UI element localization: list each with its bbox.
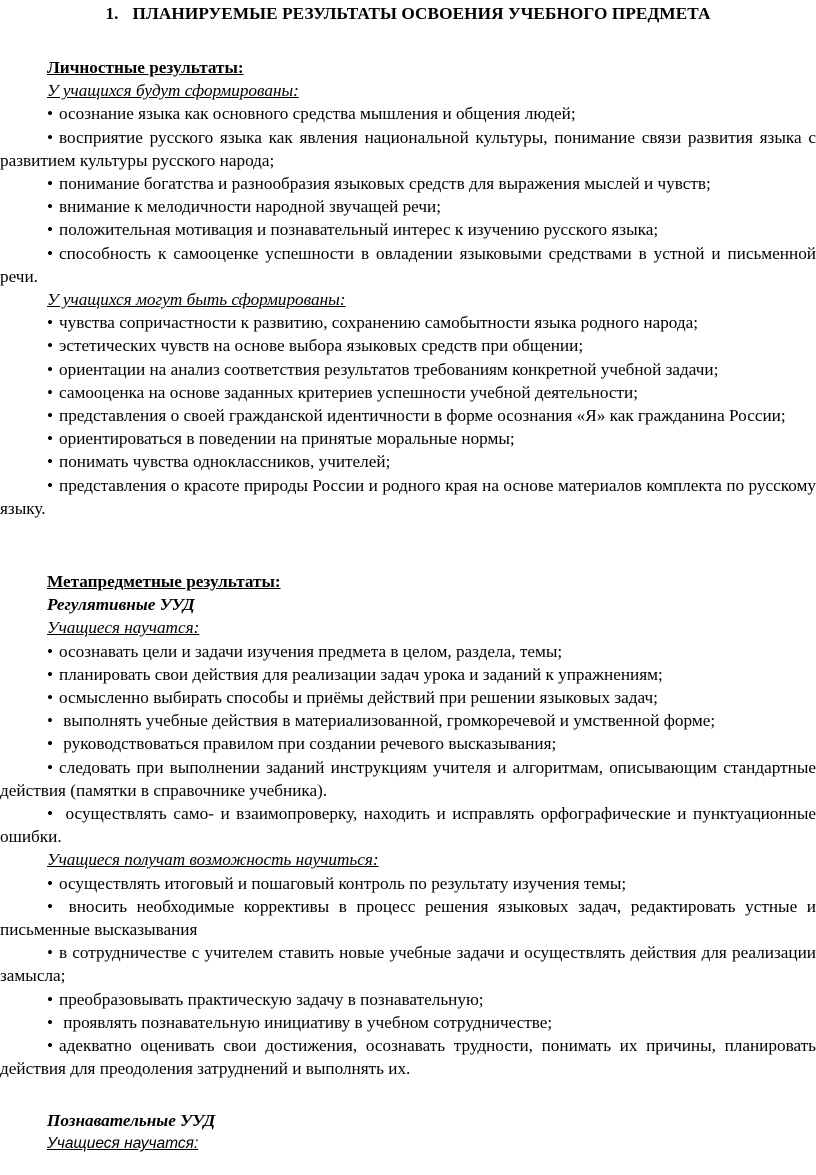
section-title-text: ПЛАНИРУЕМЫЕ РЕЗУЛЬТАТЫ ОСВОЕНИЯ УЧЕБНОГО ПРЕДМЕТА	[132, 4, 711, 23]
bullet-icon: •	[47, 873, 54, 893]
list-item-text: представления о красоте природы России и родного края на основе материалов комплекта по русскому языку.	[0, 475, 816, 518]
list-item-text: ориентироваться в поведении на принятые моральные нормы;	[59, 429, 515, 449]
bullet-icon: •	[47, 1036, 54, 1056]
list-item	[0, 802, 816, 848]
cognitive-learn-label: Учащиеся научатся:	[47, 1135, 199, 1153]
bullet-icon: •	[47, 896, 54, 916]
list-item-text: руководствоваться правилом при создании речевого высказывания;	[59, 734, 557, 754]
list-item-text: понимание богатства и разнообразия языковых средств для выражения мыслей и чувств;	[59, 174, 711, 194]
list-item	[0, 709, 816, 732]
list-item-text: планировать свои действия для реализации задач урока и заданий к упражнениям;	[59, 664, 663, 684]
personal-results-section	[0, 56, 816, 520]
list-item-text: выполнять учебные действия в материализованной, громкоречевой и умственной форме;	[59, 711, 716, 731]
bullet-icon: •	[47, 174, 54, 194]
bullet-icon: •	[47, 104, 54, 124]
bullet-icon: •	[47, 641, 54, 661]
list-item	[0, 1034, 816, 1080]
bullet-icon: •	[47, 359, 54, 379]
bullet-icon: •	[47, 664, 54, 684]
bullet-icon: •	[47, 336, 54, 356]
list-item	[0, 334, 816, 357]
learn-label: Учащиеся научатся:	[47, 618, 200, 638]
list-item	[0, 686, 816, 709]
bullet-icon: •	[47, 734, 54, 754]
list-item	[0, 311, 816, 334]
bullet-icon: •	[47, 1012, 54, 1032]
bullet-icon: •	[47, 804, 54, 824]
list-item	[0, 732, 816, 755]
bullet-icon: •	[47, 127, 54, 147]
section-number: 1.	[105, 4, 119, 23]
list-item	[0, 756, 816, 802]
list-item-text: преобразовывать практическую задачу в познавательную;	[59, 989, 484, 1009]
section-title	[0, 2, 816, 25]
meta-results-section	[0, 570, 816, 1080]
cognitive-heading: Познавательные УУД	[47, 1111, 216, 1130]
list-item-text: осуществлять итоговый и пошаговый контроль по результату изучения темы;	[59, 873, 627, 893]
list-item	[0, 242, 816, 288]
list-item-text: адекватно оценивать свои достижения, осознавать трудности, понимать их причины, планировать действия для преодоления затруднений и выполнять их.	[0, 1036, 816, 1079]
list-item	[0, 450, 816, 473]
bullet-icon: •	[47, 989, 54, 1009]
list-item	[0, 872, 816, 895]
list-item-text: следовать при выполнении заданий инструкциям учителя и алгоритмам, описывающим стандартные действия (памятки в справочнике учебника).	[0, 757, 816, 800]
list-item	[0, 941, 816, 987]
may-be-formed-list	[0, 311, 816, 520]
list-item-text: эстетических чувств на основе выбора языковых средств при общении;	[59, 336, 584, 356]
list-item	[0, 102, 816, 125]
bullet-icon: •	[47, 688, 54, 708]
list-item	[0, 474, 816, 520]
list-item-text: вносить необходимые коррективы в процесс решения языковых задач, редактировать устные и письменные высказывания	[0, 896, 816, 940]
list-item	[0, 895, 816, 941]
list-item-text: понимать чувства одноклассников, учителей;	[59, 452, 391, 472]
bullet-icon: •	[47, 243, 54, 263]
bullet-icon: •	[47, 711, 54, 731]
list-item-text: осмысленно выбирать способы и приёмы действий при решении языковых задач;	[59, 688, 658, 708]
list-item	[0, 358, 816, 381]
list-item	[0, 218, 816, 241]
cognitive-section	[0, 1109, 816, 1155]
list-item-text: чувства сопричастности к развитию, сохранению самобытности языка родного народа;	[59, 313, 699, 333]
list-item-text: самооценка на основе заданных критериев успешности учебной деятельности;	[59, 382, 639, 402]
list-item	[0, 663, 816, 686]
bullet-icon: •	[47, 382, 54, 402]
list-item-text: представления о своей гражданской идентичности в форме осознания «Я» как гражданина России;	[59, 406, 786, 426]
formed-list	[0, 102, 816, 288]
list-item	[0, 195, 816, 218]
opportunity-label: Учащиеся получат возможность научиться:	[47, 850, 379, 870]
bullet-icon: •	[47, 757, 54, 777]
list-item	[0, 381, 816, 404]
bullet-icon: •	[47, 943, 54, 963]
opportunity-list	[0, 872, 816, 1081]
may-be-formed-label: У учащихся могут быть сформированы:	[47, 290, 346, 310]
list-item	[0, 404, 816, 427]
bullet-icon: •	[47, 429, 54, 449]
bullet-icon: •	[47, 475, 54, 495]
formed-label: У учащихся будут сформированы:	[47, 81, 299, 101]
list-item-text: способность к самооценке успешности в овладении языковыми средствами в устной и письменной речи.	[0, 243, 816, 286]
list-item	[0, 640, 816, 663]
meta-results-heading: Метапредметные результаты:	[47, 572, 281, 591]
list-item-text: в сотрудничестве с учителем ставить новые учебные задачи и осуществлять действия для реализации замысла;	[0, 943, 816, 986]
list-item-text: осознавать цели и задачи изучения предмета в целом, раздела, темы;	[59, 641, 563, 661]
list-item	[0, 427, 816, 450]
list-item-text: проявлять познавательную инициативу в учебном сотрудничестве;	[59, 1012, 553, 1032]
list-item-text: восприятие русского языка как явления национальной культуры, понимание связи развития языка с развитием культуры русского народа;	[0, 127, 816, 170]
bullet-icon: •	[47, 197, 54, 217]
list-item-text: осуществлять само- и взаимопроверку, находить и исправлять орфографические и пунктуационные ошибки.	[0, 804, 816, 847]
bullet-icon: •	[47, 406, 54, 426]
bullet-icon: •	[47, 313, 54, 333]
list-item-text: ориентации на анализ соответствия результатов требованиям конкретной учебной задачи;	[59, 359, 719, 379]
list-item	[0, 1011, 816, 1034]
personal-results-heading: Личностные результаты:	[47, 58, 244, 77]
list-item	[0, 126, 816, 172]
learn-list	[0, 640, 816, 849]
bullet-icon: •	[47, 452, 54, 472]
list-item-text: внимание к мелодичности народной звучащей речи;	[59, 197, 441, 217]
list-item	[0, 172, 816, 195]
list-item-text: осознание языка как основного средства мышления и общения людей;	[59, 104, 576, 124]
regulative-heading: Регулятивные УУД	[47, 595, 195, 615]
list-item-text: положительная мотивация и познавательный интерес к изучению русского языка;	[59, 220, 659, 240]
bullet-icon: •	[47, 220, 54, 240]
list-item	[0, 988, 816, 1011]
